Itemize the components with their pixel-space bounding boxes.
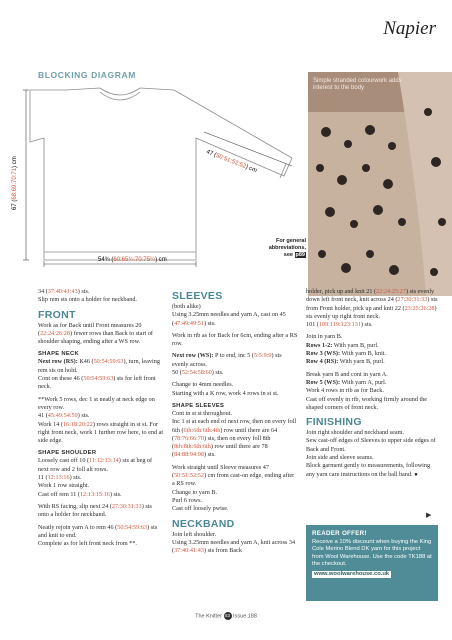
- shape-shoulder-heading: SHAPE SHOULDER: [38, 450, 97, 457]
- neckband-heading: NECKBAND: [172, 517, 235, 530]
- rib-text: Work in rib as for Back for 6cm, ending after a RS row.: [172, 331, 298, 348]
- finishing-text: Join right shoulder and neckband seam. Sew cast-off edges of Sleeves to upper side edges of Back and Front. Join side and sleeve seams. Block garment gently to measurements, following any yarn care instructions on the ball band. ●: [306, 429, 436, 478]
- column-1: [38, 288, 164, 552]
- front-heading: FRONT: [38, 308, 76, 321]
- width-label: 54¾ (60:65¼:70:75¼) cm: [98, 257, 167, 263]
- photo-caption: Simple stranded colourwork adds interest to the body: [313, 78, 402, 91]
- footer-magazine: The Knitter: [195, 613, 222, 620]
- yarn-b-rows-text: Join in yarn B. Rows 1-2: With yarn B, purl. Row 3 (WS): With yarn B, knit. Row 4 (RS): With yarn B, purl.: [306, 333, 387, 366]
- footer-issue: Issue 188: [233, 613, 257, 620]
- reader-offer-body: Receive a 10% discount when buying the King Cole Merino Blend DK yarn for this project from Wool Warehouse. Use the code TK188 at the checkout.: [312, 539, 432, 567]
- neckband-continued-text: holder, pick up and knit 21 (22:24:25:27) sts evenly down left front neck, knit across 24 (27:30:31:33) sts from Front holder, pick up and knit 22 (23:25:26:28) sts evenly up right front neck. 101 (109:119:123:131) sts.: [306, 288, 438, 329]
- shape-neck-heading: SHAPE NECK: [38, 351, 80, 358]
- sleeves-heading: SLEEVES: [172, 290, 223, 302]
- neck-line: [100, 92, 140, 100]
- sleeves-intro: (both alike) Using 3.25mm needles and yarn A, cast on 45 (47:49:49:51) sts.: [172, 303, 286, 327]
- page-footer: [0, 612, 452, 620]
- continue-arrow-icon: ▶: [426, 511, 432, 519]
- column-3: [306, 288, 438, 483]
- height-label: 67 (68:69:70:71) cm: [12, 156, 18, 210]
- left-front-neck-text: **Work 5 rows, dec 1 st neatly at neck edge on every row. 41 (45:49:54:59) sts. Work 14 (16:18:20:22) rows straight in st st. For right front neck, work 1 further row here, to end at side edge.: [38, 395, 164, 445]
- shape-shoulder-text: Loosely cast off 10 (11:12:13:14) sts at beg of next row and 2 foll alt rows. 11 (12:13:16) sts. Work 1 row straight. Cast off rem 11 (12:13:15:16) sts.: [38, 457, 153, 498]
- front-instructions: Work as for Back until Front measures 20 (22:24:26:28) fewer rows than Back to start of shoulder shaping, ending after a WS row.: [38, 321, 153, 346]
- yarn-a-rows-text: Break yarn B and cont in yarn A. Row 5 (WS): With yarn A, purl. Work 4 rows in rib as for Back. Cast off evenly in rib, working firmly around the shaped corners of front neck.: [306, 370, 428, 411]
- next-row-ws-text: Next row (WS): P to end, inc 5 (5:5:9:9) sts evenly across. 50 (52:54:58:60) sts.: [172, 352, 282, 377]
- column-2: [172, 288, 298, 559]
- colourwork-image: [308, 72, 452, 296]
- end-mark-icon: ●: [414, 470, 418, 478]
- slip-text: With RS facing, slip next 24 (27:30:31:33) sts onto a holder for neckband.: [38, 502, 152, 519]
- reader-offer-title: READER OFFER!: [312, 530, 367, 537]
- blocking-diagram-heading: BLOCKING DIAGRAM: [38, 70, 136, 80]
- abbreviations-page-link[interactable]: p89: [295, 252, 305, 258]
- rejoin-text: Neatly rejoin yarn A to rem 46 (50:54:59:63) sts and knit to end. Complete as for left front neck from **.: [38, 523, 158, 548]
- neckband-text: Join left shoulder. Using 3.25mm needles and yarn A, knit across 34 (37:40:41:43) sts from Back: [172, 530, 296, 555]
- page-title: Napier: [383, 18, 436, 39]
- sleeve-dimension-line: [204, 132, 292, 166]
- page-number: 83: [225, 613, 231, 618]
- shape-neck-text: Next row (RS): K46 (50:54:59:63), turn, leaving rem sts on hold. Cont on these 46 (50:54:59:63) sts for left front neck.: [38, 358, 160, 391]
- garment-photo: [308, 72, 452, 296]
- woolwarehouse-link[interactable]: www.woolwarehouse.co.uk: [314, 571, 390, 578]
- shape-sleeves-heading: SHAPE SLEEVES: [172, 402, 225, 409]
- reader-offer-box: [306, 525, 438, 601]
- change-needles-text: Change to 4mm needles. Starting with a K row, work 4 rows in st st.: [172, 381, 279, 397]
- back-end-text: 34 (37:40:41:43) sts. Slip rem sts onto a holder for neckband.: [38, 288, 137, 304]
- sleeve-straight-text: Work straight until Sleeve measures 47 (50:51:52:52) cm from cast-on edge, ending after a RS row. Change to yarn B. Purl 6 rows. Cast off loosely pwise.: [172, 463, 295, 513]
- shape-sleeves-text: Cont in st st throughout. Inc 1 st at each end of next row, then on every foll 6th (6th:6th:6th:4th) row until there are 64 (78:76:66:70) sts, then on every foll 8th (8th:8th:6th:6th) row until there are 78 (84:88:94:98) sts.: [172, 409, 297, 459]
- abbreviations-note: For general abbreviations, see p89: [268, 238, 306, 258]
- sleeve-length-label: 47 (50:51:52:52) cm: [205, 149, 258, 175]
- finishing-heading: FINISHING: [306, 416, 362, 429]
- sweater-outline: [30, 88, 292, 260]
